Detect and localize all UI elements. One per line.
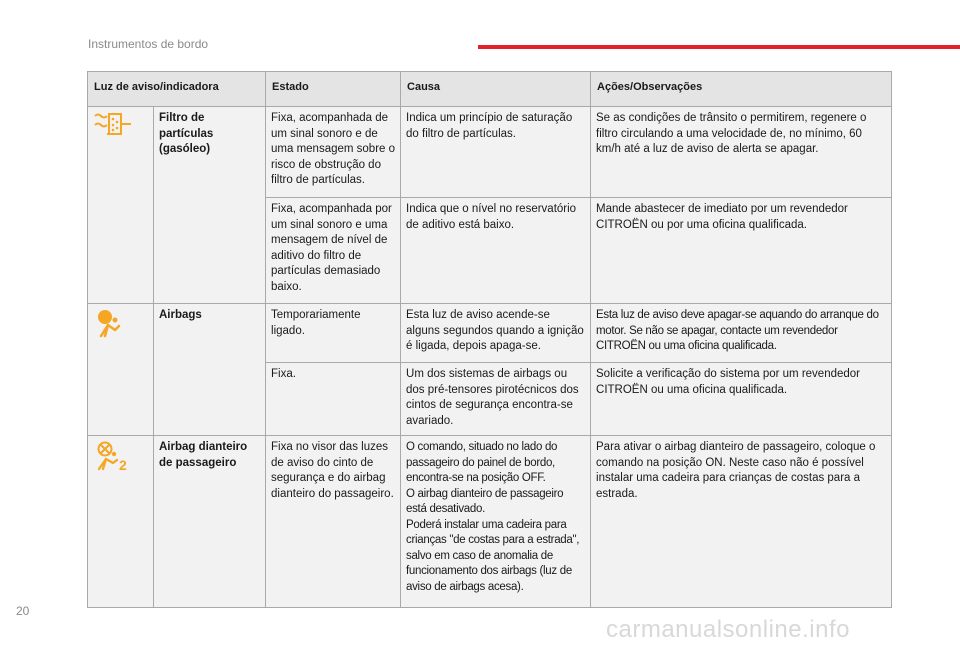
table-row (88, 304, 892, 363)
causa-cell: O comando, situado no lado do passageiro do painel de bordo, encontra-se na posição OFF. O airbag dianteiro de passageiro está desativado. Poderá instalar uma cadeira para crianças "de costas para a estrada", salvo em caso de anomalia de funcionamento dos airbags (luz de aviso de airbags acesa). (401, 436, 591, 608)
light-name: Airbags (154, 304, 266, 436)
causa-cell: Indica que o nível no reservatório de aditivo está baixo. (401, 198, 591, 304)
passenger-airbag-icon-number: 2 (119, 457, 127, 472)
light-name: Airbag dianteiro de passageiro (154, 436, 266, 608)
column-header-estado: Estado (266, 72, 401, 107)
estado-cell: Fixa, acompanhada de um sinal sonoro e de uma mensagem sobre o risco de obstrução do filtro de partículas. (266, 107, 401, 198)
causa-cell: Esta luz de aviso acende-se alguns segundos quando a ignição é ligada, depois apaga-se. (401, 304, 591, 363)
warning-lights-table (87, 71, 892, 608)
page-number: 20 (16, 604, 30, 618)
light-name: Filtro de partículas (gasóleo) (154, 107, 266, 304)
header-accent-bar (478, 45, 960, 49)
column-header-causa: Causa (401, 72, 591, 107)
page-header-title: Instrumentos de bordo (88, 37, 209, 51)
acoes-cell: Para ativar o airbag dianteiro de passageiro, coloque o comando na posição ON. Neste caso não é possível instalar uma cadeira para crianças de costas para a estrada. (591, 436, 892, 608)
column-header-light: Luz de aviso/indicadora (88, 72, 266, 107)
estado-cell: Fixa. (266, 363, 401, 436)
watermark: carmanualsonline.info (606, 616, 850, 643)
estado-cell: Fixa, acompanhada por um sinal sonoro e uma mensagem de nível de aditivo do filtro de partículas demasiado baixo. (266, 198, 401, 304)
causa-cell: Indica um princípio de saturação do filtro de partículas. (401, 107, 591, 198)
airbag-icon (93, 308, 129, 338)
acoes-cell: Solicite a verificação do sistema por um revendedor CITROËN ou uma oficina qualificada. (591, 363, 892, 436)
acoes-cell: Se as condições de trânsito o permitirem, regenere o filtro circulando a uma velocidade de, no mínimo, 60 km/h até a luz de aviso de alerta se apagar. (591, 107, 892, 198)
table-header-row (88, 72, 892, 107)
table-row (88, 107, 892, 198)
acoes-cell: Esta luz de aviso deve apagar-se aquando do arranque do motor. Se não se apagar, contacte um revendedor CITROËN ou uma oficina qualificada. (591, 304, 892, 363)
particle-filter-icon (93, 111, 133, 137)
icon-cell (88, 436, 154, 608)
estado-cell: Fixa no visor das luzes de aviso do cinto de segurança e do airbag dianteiro do passageiro. (266, 436, 401, 608)
passenger-airbag-off-icon (93, 440, 133, 472)
estado-cell: Temporariamente ligado. (266, 304, 401, 363)
table-row (88, 436, 892, 608)
column-header-acoes: Ações/Observações (591, 72, 892, 107)
acoes-cell: Mande abastecer de imediato por um revendedor CITROËN ou por uma oficina qualificada. (591, 198, 892, 304)
icon-cell (88, 107, 154, 304)
icon-cell (88, 304, 154, 436)
causa-cell: Um dos sistemas de airbags ou dos pré-tensores pirotécnicos dos cintos de segurança encontra-se avariado. (401, 363, 591, 436)
